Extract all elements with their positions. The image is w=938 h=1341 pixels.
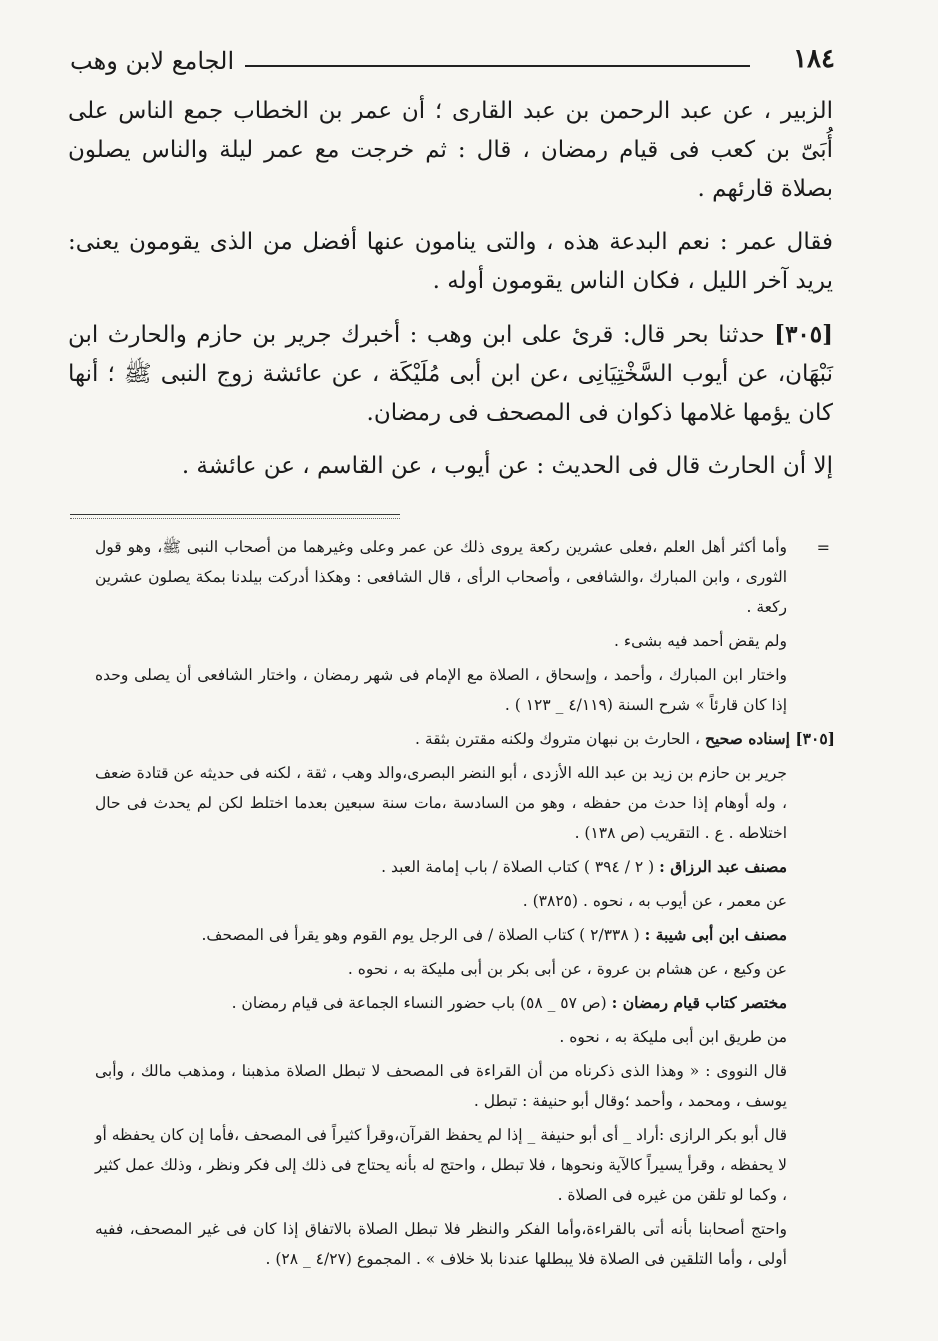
footnote-line: جرير بن حازم بن زيد بن عبد الله الأزدى ، أبو النضر البصرى،والد وهب ، ثقة ، لكنه فى حديثه عن قتادة ضعف ، وله أوهام إذا حدث من حفظه ، وهو من السادسة ،مات سنة سبعين بعدما اختلط لكن لم يحدث فى حال اختلاطه . ع . التقريب (ص ١٣٨) . <box>95 764 787 842</box>
footnote-label: مصنف عبد الرزاق : <box>659 857 787 876</box>
footnote-line: عن معمر ، عن أيوب به ، نحوه . (٣٨٢٥) . <box>522 892 787 910</box>
footnote-line: من طريق ابن أبى مليكة به ، نحوه . <box>559 1028 787 1046</box>
footnotes <box>95 532 835 1278</box>
footnote-line: مختصر كتاب قيام رمضان : (ص ٥٧ _ ٥٨) باب حضور النساء الجماعة فى قيام رمضان . <box>231 993 787 1012</box>
footnote-line: وأما أكثر أهل العلم ،فعلى عشرين ركعة يروى ذلك عن عمر وعلى وغيرهما من أصحاب النبى ﷺ، وهو قول الثورى ، وابن المبارك ،والشافعى ، وأصحاب الرأى ، قال الشافعى : وهكذا أدركت بيلدنا بمكة يصلون عشرين ركعة . <box>95 538 787 616</box>
footnote-divider <box>70 514 400 515</box>
paragraph-3 <box>68 315 833 433</box>
footnote-line: واختار ابن المبارك ، وأحمد ، وإسحاق ، الصلاة مع الإمام فى شهر رمضان ، واختار الشافعى أن يصلى وحده إذا كان قارئاً » شرح السنة (٤/١١٩ _ ١٢٣ ) . <box>95 666 787 714</box>
footnote-label: مصنف ابن أبى شيبة : <box>644 925 787 944</box>
paragraph-2: فقال عمر : نعم البدعة هذه ، والتى ينامون عنها أفضل من الذى يقومون يعنى: يريد آخر الليل ، فكان الناس يقومون أوله . <box>68 229 833 294</box>
page-number: ١٨٤ <box>793 44 835 74</box>
book-title: الجامع لابن وهب <box>70 47 235 75</box>
footnote-line: واحتج أصحابنا بأنه أتى بالقراءة،وأما الفكر والنظر فلا تبطل الصلاة بالاتفاق إذا كان فى غير المصحف، ففيه أولى ، وأما التلقين فى الصلاة فلا يبطلها عندنا بلا خلاف » . المجموع (٤/٢٧ _ ٢٨) . <box>95 1220 787 1268</box>
header-rule <box>245 65 750 67</box>
paragraph-4: إلا أن الحارث قال فى الحديث : عن أيوب ، عن القاسم ، عن عائشة . <box>181 453 833 479</box>
hadith-text: حدثنا بحر قال: قرئ على ابن وهب : أخبرك جرير بن حازم والحارث ابن نَبْهَان، عن أيوب السَّخْتِيَانِى ،عن ابن أبى مُلَيْكَة ، عن عائشة زوج النبى ﷺ ؛ أنها كان يؤمها غلامها ذكوان فى المصحف فى رمضان. <box>68 322 833 426</box>
paragraph-1: الزبير ، عن عبد الرحمن بن عبد القارى ؛ أن عمر بن الخطاب جمع الناس على أُبَىّ بن كعب فى قيام رمضان ، قال : ثم خرجت مع عمر ليلة والناس يصلون بصلاة قارئهم . <box>68 98 833 202</box>
footnote-label: [٣٠٥] إسناده صحيح <box>704 729 835 748</box>
main-text <box>68 92 833 500</box>
footnote-line: مصنف ابن أبى شيبة : ( ٢/٣٣٨ ) كتاب الصلاة / فى الرجل يوم القوم وهو يقرأ فى المصحف. <box>201 925 787 944</box>
continuation-mark: = <box>816 538 830 557</box>
hadith-number: [٣٠٥] <box>774 321 834 348</box>
footnote-line: [٣٠٥] إسناده صحيح ، الحارث بن نبهان متروك ولكنه مقترن بثقة . <box>415 729 835 748</box>
footnote-divider-dotted <box>70 518 400 519</box>
footnote-line: ولم يقض أحمد فيه بشىء . <box>614 632 787 650</box>
footnote-label: مختصر كتاب قيام رمضان : <box>611 993 787 1012</box>
footnote-line: مصنف عبد الرزاق : ( ٢ / ٣٩٤ ) كتاب الصلاة / باب إمامة العبد . <box>381 857 787 876</box>
footnote-line: قال أبو بكر الرازى :أراد _ أى أبو حنيفة _ إذا لم يحفظ القرآن،وقرأ كثيراً فى المصحف ،فأما إن كان يحفظه أو لا يحفظه ، وقرأ يسيراً كالآية ونحوها ، فلا تبطل ، واحتج له بأنه يحتاج فى ذلك إلى فكر ونظر ، وذلك عمل كثير ، وكما لو تلقن من غيره فى الصلاة . <box>95 1126 787 1204</box>
footnote-line: قال النووى : « وهذا الذى ذكرناه من أن القراءة فى المصحف لا تبطل الصلاة مذهبنا ، ومذهب مالك ، وأبى يوسف ، ومحمد ، وأحمد ؛وقال أبو حنيفة : تبطل . <box>95 1062 787 1110</box>
page-header <box>70 44 835 84</box>
footnote-line: عن وكيع ، عن هشام بن عروة ، عن أبى بكر بن أبى مليكة به ، نحوه . <box>347 960 787 978</box>
